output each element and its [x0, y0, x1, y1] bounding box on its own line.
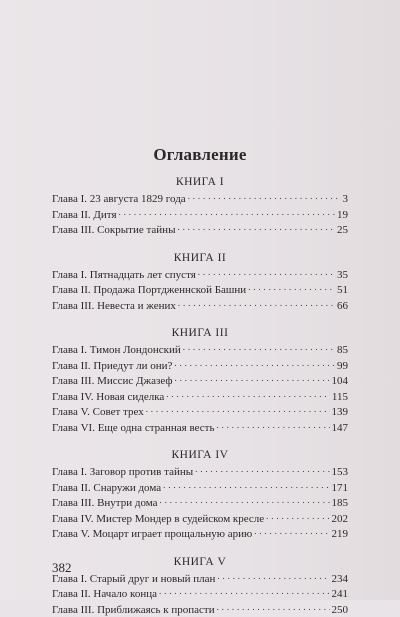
dot-leader — [178, 298, 335, 309]
book-section — [52, 555, 348, 617]
dot-leader — [217, 602, 330, 613]
toc-entry — [52, 207, 348, 223]
toc-entry — [52, 282, 348, 298]
chapter-title: Глава IV. Новая сиделка — [52, 390, 166, 405]
chapter-page: 241 — [330, 587, 349, 602]
dot-leader — [217, 571, 329, 582]
toc-entry — [52, 358, 348, 374]
chapter-page: 139 — [330, 405, 349, 420]
chapter-page: 99 — [335, 359, 348, 374]
toc-entry — [52, 495, 348, 511]
book-section — [52, 175, 348, 238]
chapter-page: 234 — [330, 572, 349, 587]
chapter-page: 171 — [330, 481, 349, 496]
chapter-page: 85 — [335, 343, 348, 358]
toc-entry — [52, 571, 348, 587]
dot-leader — [160, 495, 330, 506]
book-section — [52, 326, 348, 435]
book-title: КНИГА I — [52, 175, 348, 190]
toc-entry — [52, 267, 348, 283]
toc-entry — [52, 480, 348, 496]
chapter-title: Глава III. Внутри дома — [52, 496, 160, 511]
book-title: КНИГА IV — [52, 448, 348, 463]
toc-entry — [52, 602, 348, 617]
dot-leader — [146, 404, 330, 415]
dot-leader — [175, 373, 330, 384]
chapter-title: Глава II. Дитя — [52, 208, 119, 223]
chapter-page: 147 — [330, 421, 349, 436]
chapter-title: Глава III. Приближаясь к пропасти — [52, 603, 217, 617]
dot-leader — [254, 526, 329, 537]
dot-leader — [216, 420, 329, 431]
chapter-page: 219 — [330, 527, 349, 542]
table-of-contents — [52, 175, 348, 617]
chapter-title: Глава III. Миссис Джазеф — [52, 374, 175, 389]
toc-entry — [52, 373, 348, 389]
chapter-page: 202 — [330, 512, 349, 527]
toc-entry — [52, 191, 348, 207]
toc-entry — [52, 342, 348, 358]
chapter-title: Глава I. Тимон Лондонский — [52, 343, 183, 358]
chapter-title: Глава I. Старый друг и новый план — [52, 572, 217, 587]
chapter-title: Глава III. Невеста и жених — [52, 299, 178, 314]
toc-entry — [52, 586, 348, 602]
dot-leader — [174, 358, 335, 369]
book-section — [52, 251, 348, 314]
chapter-title: Глава II. Продажа Портдженнской Башни — [52, 283, 248, 298]
page-title: Оглавление — [0, 145, 400, 165]
page-number: 382 — [52, 560, 72, 576]
toc-entry — [52, 389, 348, 405]
chapter-page: 66 — [335, 299, 348, 314]
chapter-title: Глава I. Заговор против тайны — [52, 465, 195, 480]
toc-entry — [52, 420, 348, 436]
dot-leader — [198, 267, 335, 278]
toc-entry — [52, 511, 348, 527]
book-section — [52, 448, 348, 542]
chapter-page: 153 — [330, 465, 349, 480]
chapter-title: Глава I. Пятнадцать лет спустя — [52, 268, 198, 283]
chapter-title: Глава I. 23 августа 1829 года — [52, 192, 188, 207]
chapter-page: 51 — [335, 283, 348, 298]
chapter-page: 3 — [341, 192, 349, 207]
toc-entry — [52, 404, 348, 420]
chapter-title: Глава II. Начало конца — [52, 587, 159, 602]
chapter-title: Глава VI. Еще одна странная весть — [52, 421, 216, 436]
dot-leader — [248, 282, 335, 293]
toc-entry — [52, 222, 348, 238]
toc-entry — [52, 298, 348, 314]
chapter-page: 35 — [335, 268, 348, 283]
chapter-page: 185 — [330, 496, 349, 511]
dot-leader — [166, 389, 330, 400]
dot-leader — [195, 464, 329, 475]
book-title: КНИГА V — [52, 555, 348, 570]
chapter-page: 104 — [330, 374, 349, 389]
dot-leader — [119, 207, 335, 218]
chapter-page: 115 — [330, 390, 348, 405]
toc-entry — [52, 526, 348, 542]
book-title: КНИГА II — [52, 251, 348, 266]
chapter-title: Глава V. Совет трех — [52, 405, 146, 420]
chapter-page: 250 — [330, 603, 349, 617]
dot-leader — [163, 480, 329, 491]
dot-leader — [159, 586, 330, 597]
chapter-title: Глава III. Сокрытие тайны — [52, 223, 177, 238]
dot-leader — [183, 342, 335, 353]
dot-leader — [266, 511, 329, 522]
chapter-title: Глава II. Приедут ли они? — [52, 359, 174, 374]
dot-leader — [188, 191, 341, 202]
chapter-page: 19 — [335, 208, 348, 223]
dot-leader — [177, 222, 335, 233]
chapter-title: Глава IV. Мистер Мондер в судейском кресле — [52, 512, 266, 527]
chapter-title: Глава V. Моцарт играет прощальную арию — [52, 527, 254, 542]
chapter-page: 25 — [335, 223, 348, 238]
chapter-title: Глава II. Снаружи дома — [52, 481, 163, 496]
toc-entry — [52, 464, 348, 480]
book-title: КНИГА III — [52, 326, 348, 341]
